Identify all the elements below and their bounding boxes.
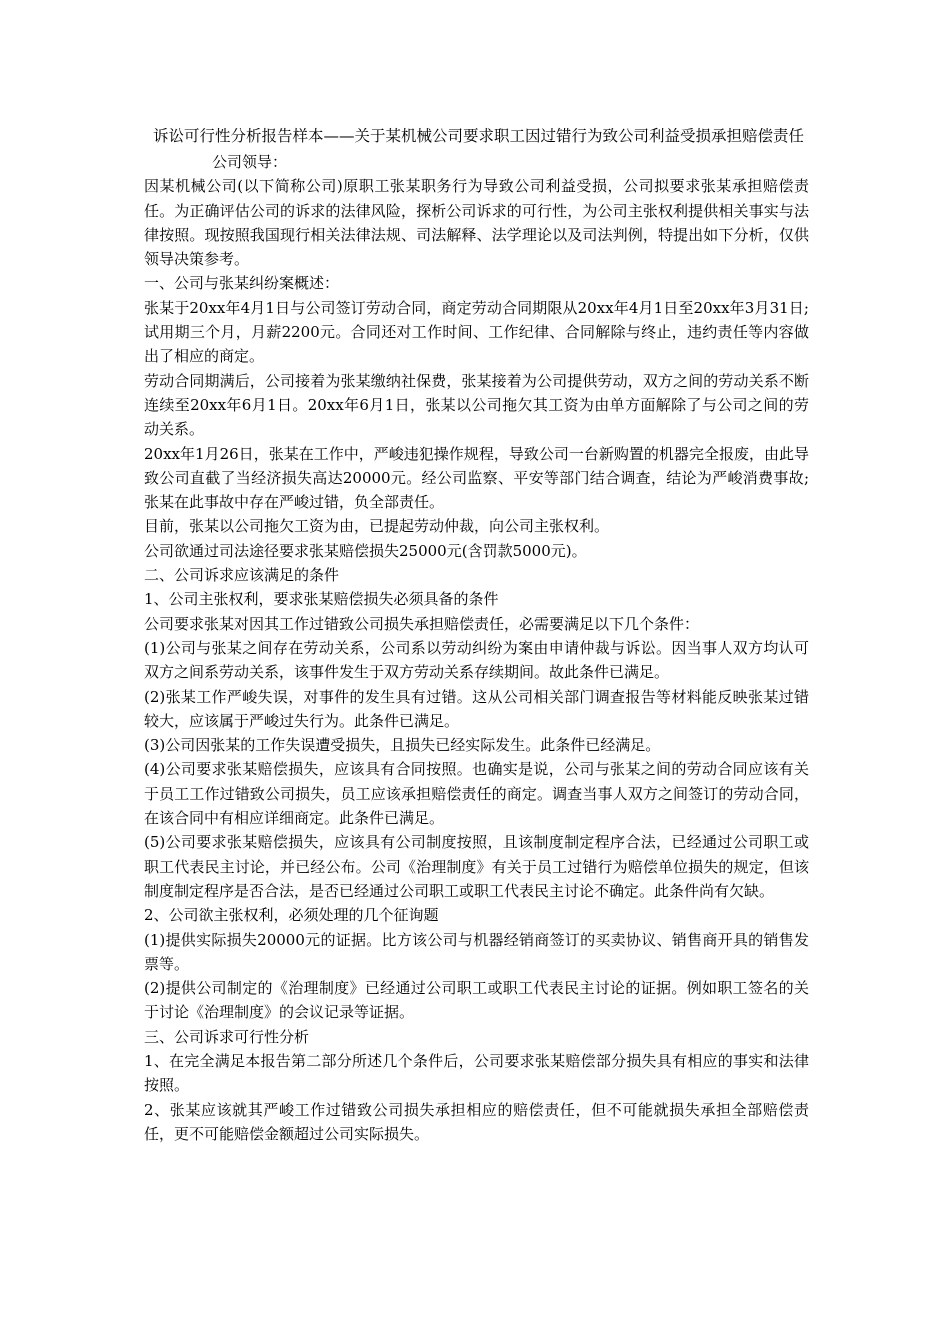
list-item: (5)公司要求张某赔偿损失，应该具有公司制度按照，且该制度制定程序合法，已经通过公司职工或职工代表民主讨论，并已经公布。公司《治理制度》有关于员工过错行为赔偿单位损失的规定，但该制度制定程序是否合法，是否已经通过公司职工或职工代表民主讨论不确定。此条件尚有欠缺。: [144, 833, 809, 900]
list-item: (1)提供实际损失20000元的证据。比方该公司与机器经销商签订的买卖协议、销售商开具的销售发票等。: [144, 930, 809, 973]
paragraph: 公司欲通过司法途径要求张某赔偿损失25000元(含罚款5000元)。: [144, 541, 587, 560]
list-item: (3)公司因张某的工作失误遭受损失，且损失已经实际发生。此条件已经满足。: [144, 736, 661, 755]
list-item: (4)公司要求张某赔偿损失，应该具有合同按照。也确实是说，公司与张某之间的劳动合同应该有关于员工工作过错致公司损失，员工应该承担赔偿责任的商定。调查当事人双方之间签订的劳动合同，在该合同中有相应详细商定。此条件已满足。: [144, 760, 809, 828]
section-heading: 二、公司诉求应该满足的条件: [144, 566, 340, 585]
document-title: 诉讼可行性分析报告样本——关于某机械公司要求职工因过错行为致公司利益受损承担赔偿责任: [152, 127, 804, 145]
paragraph: 张某于20xx年4月1日与公司签订劳动合同，商定劳动合同期限从20xx年4月1日至20xx年3月31日;试用期三个月，月薪2200元。合同还对工作时间、工作纪律、合同解除与终止，违约责任等内容做出了相应的商定。: [144, 298, 809, 366]
paragraph: 公司要求张某对因其工作过错致公司损失承担赔偿责任，必需要满足以下几个条件：: [144, 614, 700, 633]
section-heading: 三、公司诉求可行性分析: [144, 1027, 310, 1046]
paragraph: 目前，张某以公司拖欠工资为由，已提起劳动仲裁，向公司主张权利。: [144, 517, 610, 536]
paragraph: 因某机械公司(以下简称公司)原职工张某职务行为导致公司利益受损，公司拟要求张某承担赔偿责任。为正确评估公司的诉求的法律风险，探析公司诉求的可行性，为公司主张权利提供相关事实与法律按照。现按照我国现行相关法律法规、司法解释、法学理论以及司法判例，特提出如下分析，仅供领导决策参考。: [144, 177, 809, 269]
list-item: 2、张某应该就其严峻工作过错致公司损失承担相应的赔偿责任，但不可能就损失承担全部赔偿责任，更不可能赔偿金额超过公司实际损失。: [144, 1100, 809, 1143]
list-item: 1、在完全满足本报告第二部分所述几个条件后，公司要求张某赔偿部分损失具有相应的事实和法律按照。: [144, 1051, 809, 1095]
section-heading: 一、公司与张某纠纷案概述：: [144, 274, 340, 293]
document-page: [144, 124, 809, 1146]
subsection-heading: 2、公司欲主张权利，必须处理的几个征询题: [144, 906, 439, 925]
salutation: 公司领导：: [212, 153, 288, 171]
list-item: (1)公司与张某之间存在劳动关系，公司系以劳动纠纷为案由申请仲裁与诉讼。因当事人双方均认可双方之间系劳动关系，该事件发生于双方劳动关系存续期间。故此条件已满足。: [144, 638, 809, 682]
paragraph: 劳动合同期满后，公司接着为张某缴纳社保费，张某接着为公司提供劳动，双方之间的劳动关系不断连续至20xx年6月1日。20xx年6月1日，张某以公司拖欠其工资为由单方面解除了与公司之间的劳动关系。: [144, 371, 809, 439]
list-item: (2)张某工作严峻失误，对事件的发生具有过错。这从公司相关部门调查报告等材料能反映张某过错较大，应该属于严峻过失行为。此条件已满足。: [144, 687, 809, 730]
list-item: (2)提供公司制定的《治理制度》已经通过公司职工或职工代表民主讨论的证据。例如职工签名的关于讨论《治理制度》的会议记录等证据。: [144, 979, 809, 1022]
paragraph: 20xx年1月26日，张某在工作中，严峻违犯操作规程，导致公司一台新购置的机器完全报废，由此导致公司直截了当经济损失高达20000元。经公司监察、平安等部门结合调查，结论为严峻消费事故;张某在此事故中存在严峻过错，负全部责任。: [144, 444, 809, 512]
subsection-heading: 1、公司主张权利，要求张某赔偿损失必须具备的条件: [144, 590, 499, 609]
